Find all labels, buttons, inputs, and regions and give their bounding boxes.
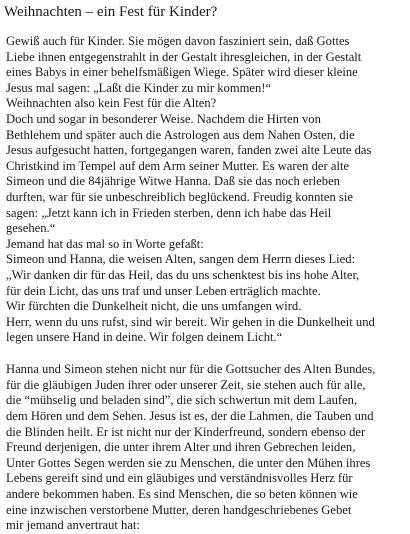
text-line: Doch und sogar in besonderer Weise. Nachdem die Hirten von — [6, 111, 321, 126]
text-line: Wir fürchten die Dunkelheit nicht, die uns umfangen wird. — [6, 299, 302, 314]
text-line: Christkind im Tempel auf dem Arm seiner Mutter. Es waren der alte — [6, 158, 350, 173]
text-line: andere bekommen haben. Es sind Menschen, die so beten können wie — [6, 486, 358, 501]
document-title: Weihnachten – ein Fest für Kinder? — [4, 4, 218, 20]
text-line: „Wir danken dir für das Heil, das du uns schenktest bis ins hohe Alter, — [6, 267, 360, 282]
text-line: Liebe ihnen entgegenstrahlt in der Gestalt ihresgleichen, in der Gestalt — [6, 49, 362, 64]
text-line: die Blinden heilt. Er ist nicht nur der Kinderfreund, sondern ebenso der — [6, 424, 366, 439]
text-line: Hanna und Simeon stehen nicht nur für die Gottsucher des Alten Bundes, — [6, 362, 376, 377]
paragraph-gap — [6, 346, 408, 362]
text-line: dem Hören und dem Sehen. Jesus ist es, der die Lahmen, die Tauben und — [6, 408, 374, 423]
document-body — [6, 34, 408, 534]
text-line: eine inzwischen verstorbene Mutter, deren handgeschriebenes Gebet — [6, 502, 352, 517]
text-line: durften, war für sie unbeschreiblich beglückend. Freudig konnten sie — [6, 189, 353, 204]
text-line: Jesus mal sagen: „Laßt die Kinder zu mir kommen!“ — [6, 80, 272, 95]
text-line: die “mühselig und beladen sind”, die sich schwertun mit dem Laufen, — [6, 393, 358, 408]
text-line: Herr, wenn du uns rufst, sind wir bereit. Wir gehen in die Dunkelheit und — [6, 314, 375, 329]
text-line: Simeon und Hanna, die weisen Alten, sangen dem Herrn dieses Lied: — [6, 252, 356, 267]
text-line: Freund derjenigen, die unter ihrem Alter und ihren Gebrechen leiden, — [6, 440, 356, 455]
text-line: Gewiß auch für Kinder. Sie mögen davon fasziniert sein, daß Gottes — [6, 34, 350, 48]
text-line: eines Babys in einer behelfsmäßigen Wiege. Später wird dieser kleine — [6, 65, 358, 80]
text-line: sagen: „Jetzt kann ich in Frieden sterben, denn ich habe das Heil — [6, 205, 332, 220]
text-line: Jesus aufgesucht hatten, fortgegangen waren, fanden zwei alte Leute das — [6, 143, 372, 158]
paragraph-2 — [6, 362, 408, 534]
text-line: Simeon und die 84jährige Witwe Hanna. Daß sie das noch erleben — [6, 174, 340, 189]
text-line: mir jemand anvertraut hat: — [6, 518, 140, 533]
text-line: für die gläubigen Juden ihrer oder unserer Zeit, sie stehen auch für alle, — [6, 377, 366, 392]
text-line: Unter Gottes Segen werden sie zu Menschen, die unter den Mühen ihres — [6, 455, 371, 470]
paragraph-1 — [6, 34, 408, 346]
text-line: gesehen.“ — [6, 221, 56, 236]
text-line: Lebens gereift sind und ein gläubiges und verständnisvolles Herz für — [6, 471, 353, 486]
text-line: Weihnachten also kein Fest für die Alten? — [6, 96, 217, 111]
text-line: für dein Licht, das uns traf und unser Leben erträglich machte. — [6, 283, 321, 298]
text-line: Jemand hat das mal so in Worte gefaßt: — [6, 236, 204, 251]
text-line: Bethlehem und später auch die Astrologen aus dem Nahen Osten, die — [6, 127, 355, 142]
text-line: legen unsere Hand in deine. Wir folgen deinem Licht.“ — [6, 330, 283, 345]
